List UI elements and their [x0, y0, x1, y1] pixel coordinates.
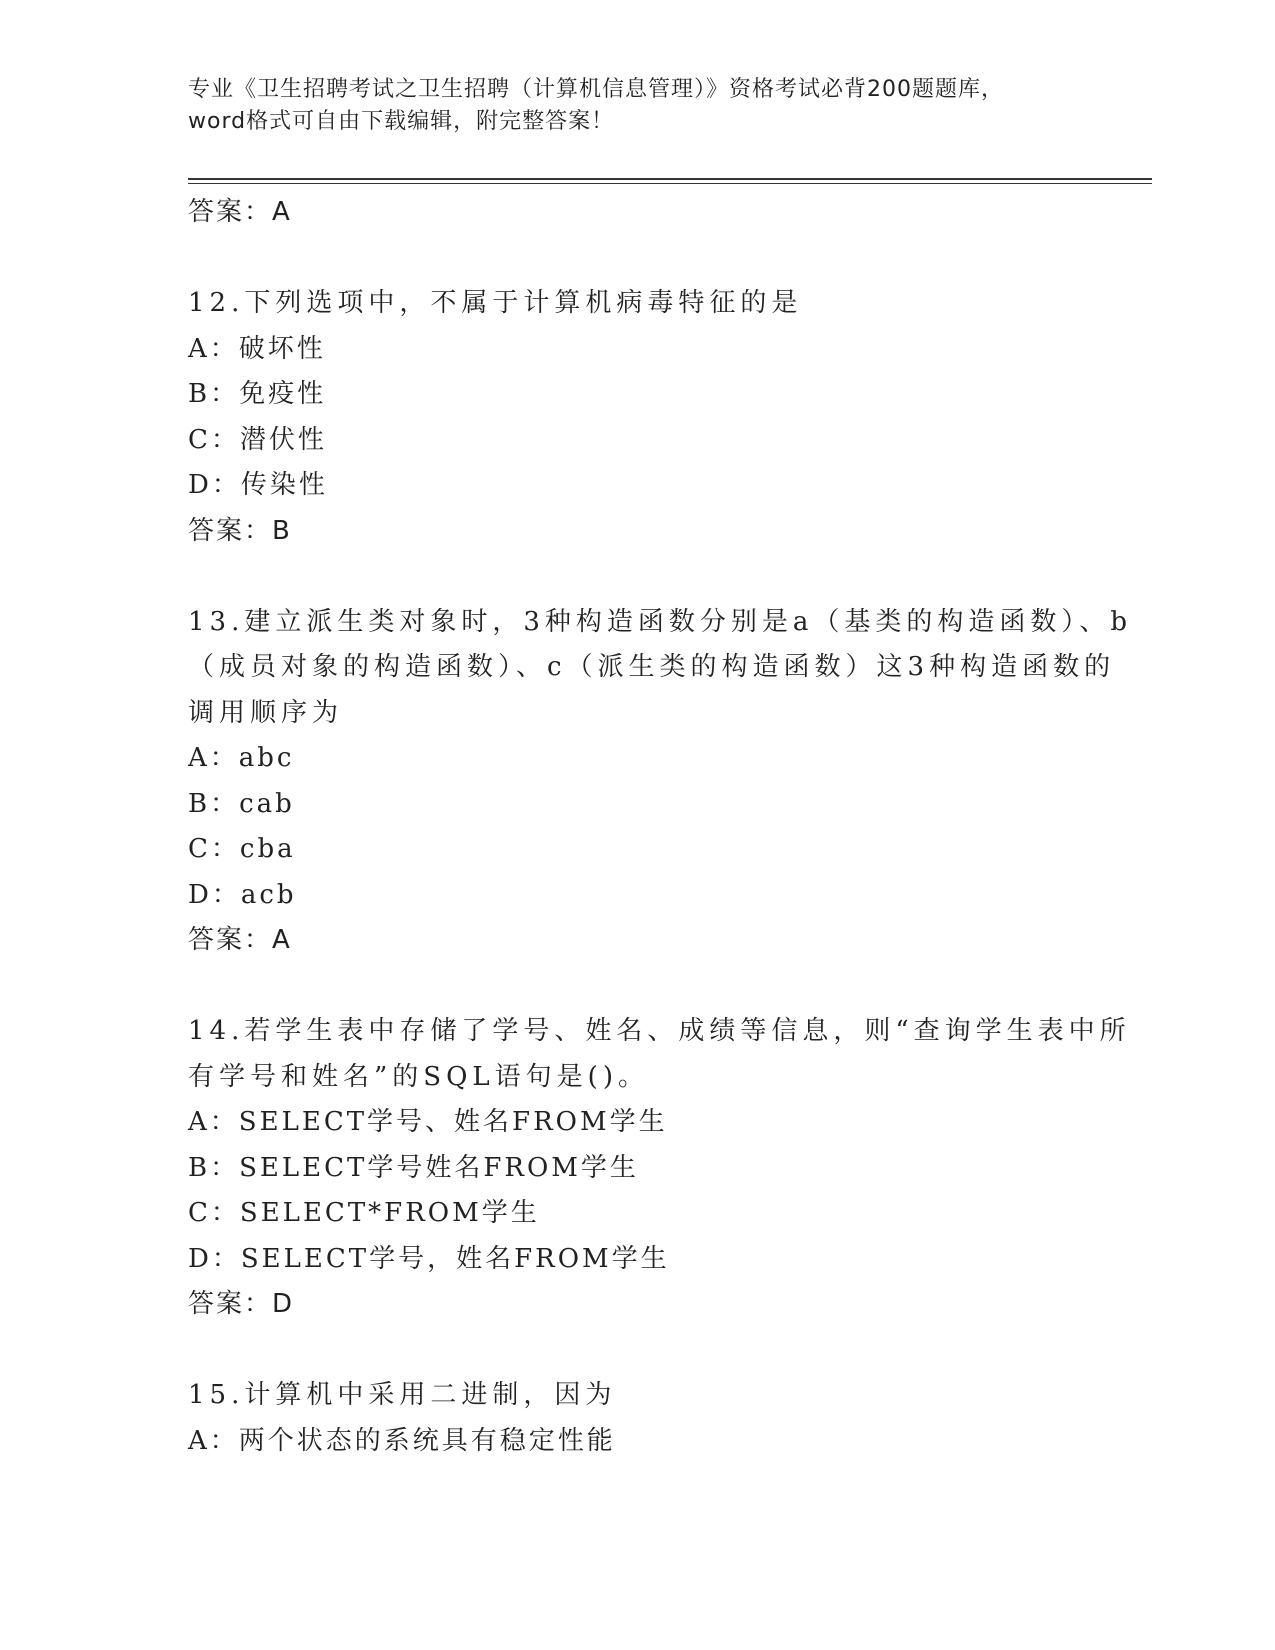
option-a: A：SELECT学号、姓名FROM学生	[188, 1107, 668, 1137]
question-stem-line: 12.下列选项中，不属于计算机病毒特征的是	[188, 288, 803, 318]
option-a: A：abc	[188, 743, 295, 773]
option-c: C：潜伏性	[188, 424, 327, 455]
header-divider-thin	[188, 183, 1152, 184]
option-b: B：cab	[188, 788, 295, 819]
answer-line: 答案：A	[188, 197, 292, 227]
question-stem-line: 15.计算机中采用二进制，因为	[188, 1380, 617, 1410]
header-divider	[188, 178, 1152, 180]
question-stem-line: 13.建立派生类对象时，3种构造函数分别是a（基类的构造函数）、b	[188, 606, 1133, 637]
answer-line: 答案：B	[188, 515, 292, 546]
question-stem	[188, 600, 1133, 737]
question-stem-line: 有学号和姓名”的SQL语句是()。	[188, 1061, 649, 1092]
option-b: B：SELECT学号姓名FROM学生	[188, 1152, 639, 1183]
answer-line: 答案：D	[188, 1289, 295, 1319]
question-stem-line: 14.若学生表中存储了学号、姓名、成绩等信息，则“查询学生表中所	[188, 1016, 1131, 1046]
question-list	[188, 190, 1133, 1464]
header-line-1: 专业《卫生招聘考试之卫生招聘（计算机信息管理）》资格考试必背200题题库，	[188, 77, 1004, 102]
option-d: D：传染性	[188, 470, 328, 500]
question-13	[188, 600, 1133, 964]
question-12	[188, 281, 1088, 554]
answer-line: 答案：A	[188, 925, 292, 955]
question-stem-line: （成员对象的构造函数）、c（派生类的构造函数）这3种构造函数的	[188, 652, 1116, 682]
option-a: A：破坏性	[188, 333, 326, 364]
option-d: D：acb	[188, 879, 297, 910]
question-stem	[188, 1373, 1088, 1419]
document-header	[188, 74, 1088, 138]
option-b: B：免疫性	[188, 379, 327, 409]
question-stem-line: 调用顺序为	[188, 697, 344, 728]
question-14	[188, 1009, 1131, 1328]
option-a: A：两个状态的系统具有稳定性能	[188, 1425, 616, 1456]
question-stem	[188, 281, 1088, 327]
header-line-2: word格式可自由下载编辑，附完整答案！	[188, 109, 615, 134]
option-c: C：cba	[188, 834, 296, 864]
question-stem	[188, 1009, 1131, 1100]
option-c: C：SELECT*FROM学生	[188, 1198, 540, 1228]
option-d: D：SELECT学号，姓名FROM学生	[188, 1243, 670, 1274]
question-15	[188, 1373, 1088, 1464]
